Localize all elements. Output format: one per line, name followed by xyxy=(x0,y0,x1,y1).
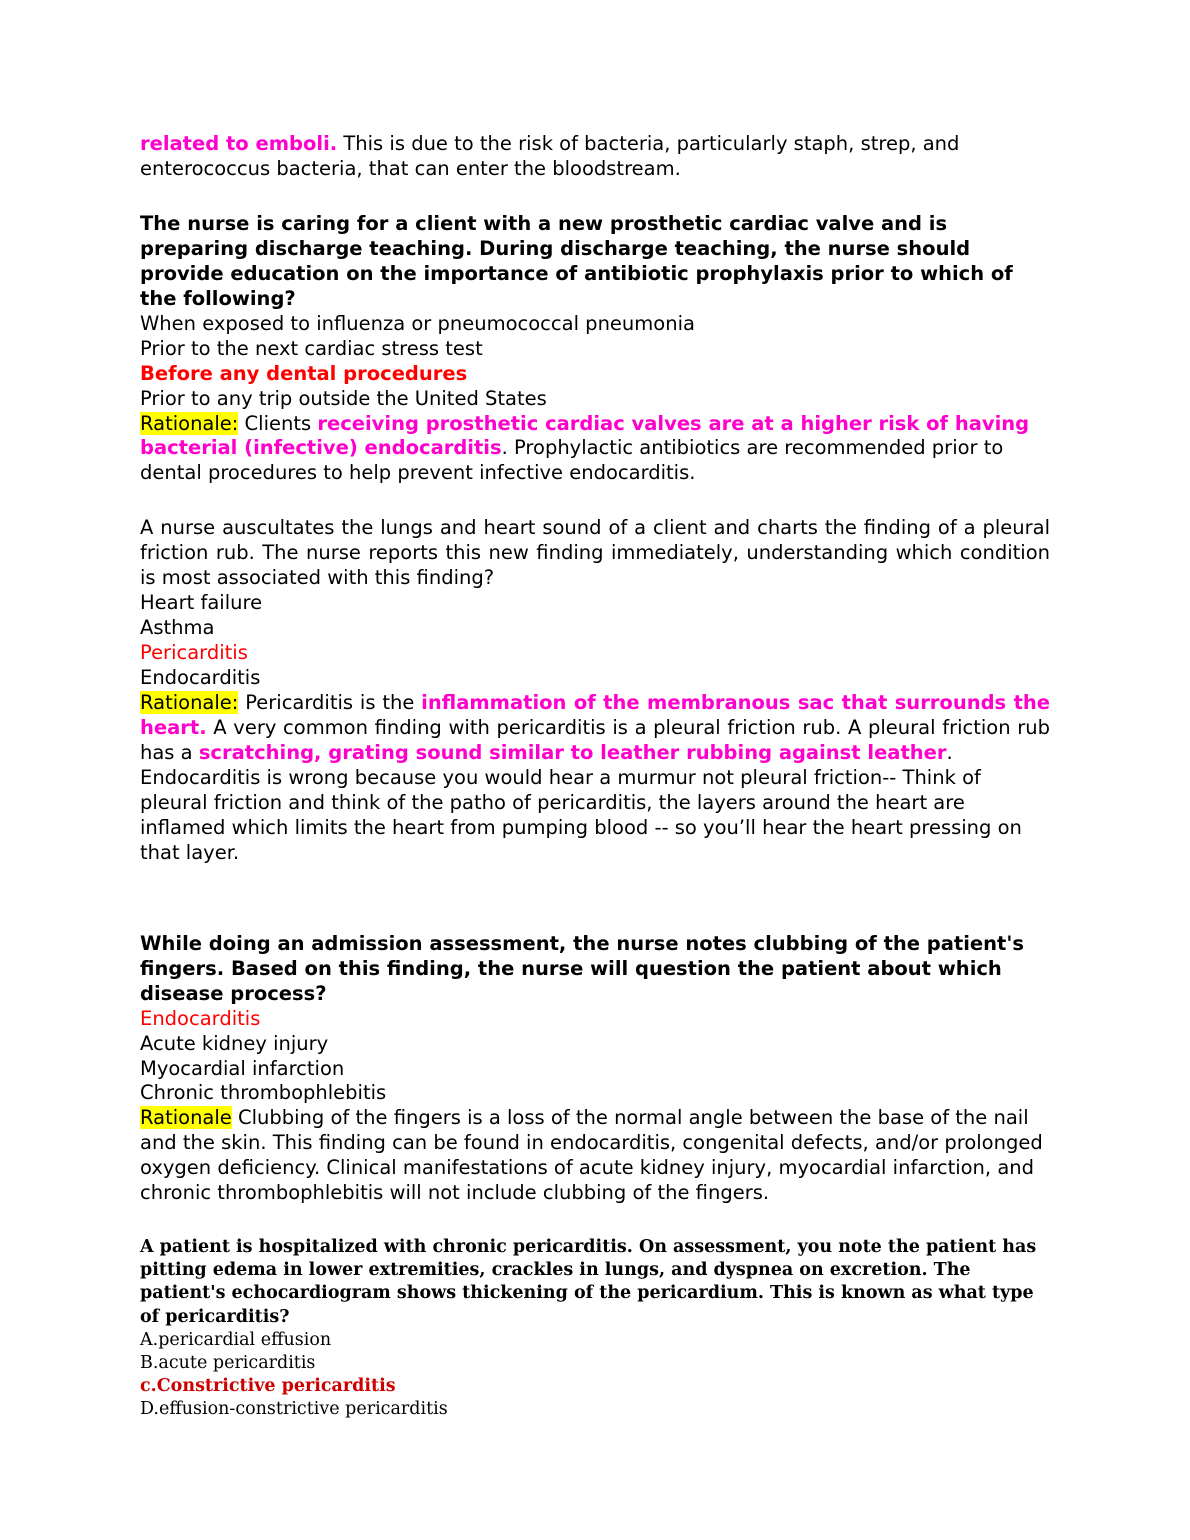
q3-rationale-label: Rationale xyxy=(140,1106,232,1130)
spacer xyxy=(140,182,1050,212)
q4-option-d[interactable]: D.effusion-constrictive pericarditis xyxy=(140,1398,448,1419)
q1-rationale-highlight: receiving prosthetic cardiac valves are at a higher risk of having bacterial (infective) endocarditis xyxy=(140,411,1030,460)
q3-rationale-text: Clubbing of the fingers is a loss of the normal angle between the base of the nail and the skin. This finding can be found in endocarditis, congenital defects, and/or prolonged oxygen deficiency. Clinical manifestations of acute kidney injury, myocardial infarction, and chronic thrombophlebitis will not include clubbing of the fingers. xyxy=(140,1106,1043,1205)
q1-option-1[interactable]: When exposed to influenza or pneumococcal pneumonia xyxy=(140,311,695,335)
q3-option-1-correct[interactable]: Endocarditis xyxy=(140,1006,261,1030)
spacer xyxy=(140,486,1050,516)
q3-option-4[interactable]: Chronic thrombophlebitis xyxy=(140,1081,387,1105)
q4-stem: A patient is hospitalized with chronic pericarditis. On assessment, you note the patient has pitting edema in lower extremities, crackles in lungs, and dyspnea on excretion. The patient's echocardiogram shows thickening of the pericardium. This is known as what type of pericarditis? xyxy=(140,1237,1037,1327)
q2-option-4[interactable]: Endocarditis xyxy=(140,666,261,690)
q1-rationale-label: Rationale: xyxy=(140,411,239,435)
q2-option-2[interactable]: Asthma xyxy=(140,616,215,640)
q1-option-2[interactable]: Prior to the next cardiac stress test xyxy=(140,336,483,360)
q2-rationale-label: Rationale: xyxy=(140,691,239,715)
q2-rationale xyxy=(140,691,1050,766)
q2-rationale-part1: Pericarditis is the xyxy=(238,691,422,715)
spacer xyxy=(140,1206,1050,1236)
q2-option-1[interactable]: Heart failure xyxy=(140,591,263,615)
spacer xyxy=(140,866,1050,932)
q3-option-3[interactable]: Myocardial infarction xyxy=(140,1056,345,1080)
intro-paragraph xyxy=(140,132,1050,182)
q2-rationale-followup: Endocarditis is wrong because you would hear a murmur not pleural friction-- Think of pleural friction and think of the patho of pericarditis, the layers around the heart are inflamed which limits the heart from pumping blood -- so you’ll hear the heart pressing on that layer. xyxy=(140,765,1022,864)
q4-option-b[interactable]: B.acute pericarditis xyxy=(140,1352,316,1373)
q2-rationale-highlight-2: scratching, grating sound similar to leather rubbing against leather xyxy=(198,740,947,764)
intro-lead: related to emboli. xyxy=(140,132,338,155)
q1-rationale-part2: . Prophylactic antibiotics are recommended prior to dental procedures to help prevent infective endocarditis. xyxy=(140,436,1004,485)
q1-option-3-correct[interactable]: Before any dental procedures xyxy=(140,361,468,385)
intro-rest: This is due to the risk of bacteria, particularly staph, strep, and enterococcus bacteria, that can enter the bloodstream. xyxy=(140,132,960,180)
q3-rationale xyxy=(140,1106,1050,1206)
q2-rationale-part2: A very common finding with pericarditis is a pleural friction rub. A pleural friction rub has a xyxy=(140,716,1050,764)
q2-option-3-correct[interactable]: Pericarditis xyxy=(140,641,248,665)
q1-rationale-part1: Clients xyxy=(238,411,318,435)
q1-rationale xyxy=(140,412,1050,487)
q1-stem: The nurse is caring for a client with a new prosthetic cardiac valve and is preparing discharge teaching. During discharge teaching, the nurse should provide education on the importance of antibiotic prophylaxis prior to which of the following? xyxy=(140,211,1013,310)
q3-stem: While doing an admission assessment, the nurse notes clubbing of the patient's fingers. Based on this finding, the nurse will question the patient about which disease process? xyxy=(140,931,1024,1005)
q4-option-a[interactable]: A.pericardial effusion xyxy=(140,1329,332,1350)
q2-rationale-highlight-1: inflammation of the membranous sac that surrounds the heart. xyxy=(140,691,1051,740)
q1-option-4[interactable]: Prior to any trip outside the United States xyxy=(140,386,547,410)
q3-option-2[interactable]: Acute kidney injury xyxy=(140,1031,329,1055)
q2-rationale-part3: . xyxy=(946,740,953,764)
q2-stem: A nurse auscultates the lungs and heart sound of a client and charts the finding of a pleural friction rub. The nurse reports this new finding immediately, understanding which condition is most associated with this finding? xyxy=(140,516,1050,590)
q4-option-c-correct[interactable]: c.Constrictive pericarditis xyxy=(140,1375,396,1396)
